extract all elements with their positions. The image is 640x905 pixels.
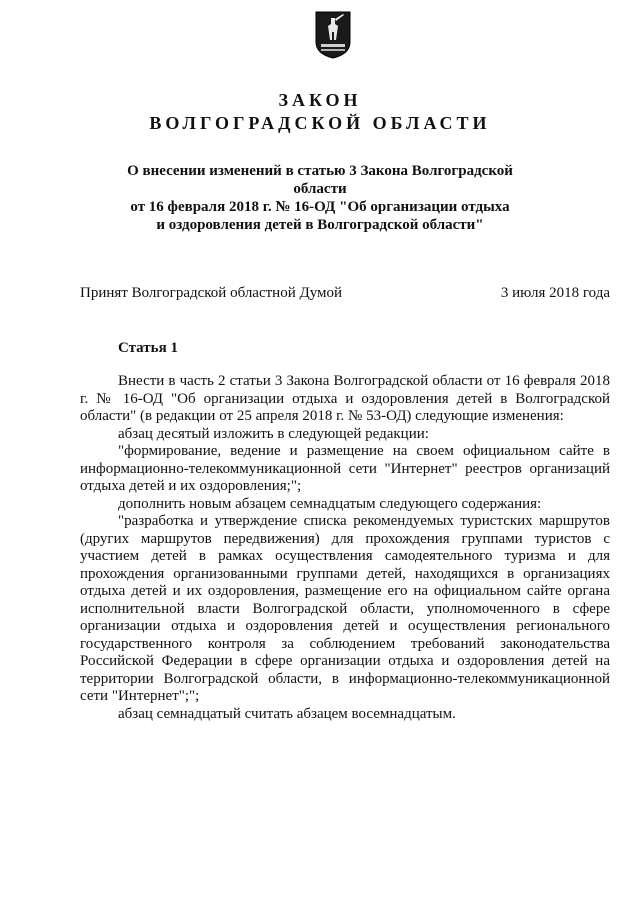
paragraph: "разработка и утверждение списка рекомендуемых туристских маршрутов (других маршрутов передвижения) для прохождения группами туристов с участием детей в рамках осуществления самодеятельного туризма и для прохождения организованными группами детей, находящихся в организациях отдыха детей и их оздоровления, размещение его на официальном сайте органа исполнительной власти Волгоградской области, уполномоченного в сфере организации отдыха и оздоровления детей и осуществления регионального государственного контроля за соблюдением требований законодательства Российской Федерации в сфере организации отдыха и оздоровления детей на территории Волгоградской области, в информационно-телекоммуникационной сети "Интернет";"; bbox=[80, 513, 610, 704]
paragraph: "формирование, ведение и размещение на своем официальном сайте в информационно-телекоммуникационной сети "Интернет" реестров организаций отдыха детей и их оздоровления;"; bbox=[80, 443, 610, 494]
law-subtitle bbox=[100, 162, 540, 234]
adoption-info bbox=[80, 285, 610, 302]
subtitle-line: О внесении изменений в статью 3 Закона Волгоградской области bbox=[127, 163, 513, 197]
adoption-date: 3 июля 2018 года bbox=[500, 285, 610, 301]
subtitle-line: от 16 февраля 2018 г. № 16-ОД "Об организации отдыха bbox=[130, 199, 510, 215]
paragraph: Внести в часть 2 статьи 3 Закона Волгоградской области от 16 февраля 2018 г. № 16-ОД "Об организации отдыха и оздоровления детей в Волгоградской области" (в редакции от 25 апреля 2018 г. № 53-ОД) следующие изменения: bbox=[80, 373, 610, 424]
subtitle-line: и оздоровления детей в Волгоградской области" bbox=[156, 217, 484, 233]
paragraph: абзац семнадцатый считать абзацем восемнадцатым. bbox=[118, 705, 456, 722]
adopted-by: Принят Волгоградской областной Думой bbox=[80, 285, 343, 301]
paragraph: абзац десятый изложить в следующей редакции: bbox=[118, 425, 429, 442]
paragraph: дополнить новым абзацем семнадцатым следующего содержания: bbox=[118, 495, 542, 512]
article-body bbox=[80, 373, 610, 723]
coat-of-arms-icon bbox=[314, 10, 352, 60]
region-title: ВОЛГОГРАДСКОЙ ОБЛАСТИ bbox=[149, 113, 491, 133]
article-title: Статья 1 bbox=[118, 340, 178, 356]
law-title: ЗАКОН bbox=[278, 90, 362, 110]
